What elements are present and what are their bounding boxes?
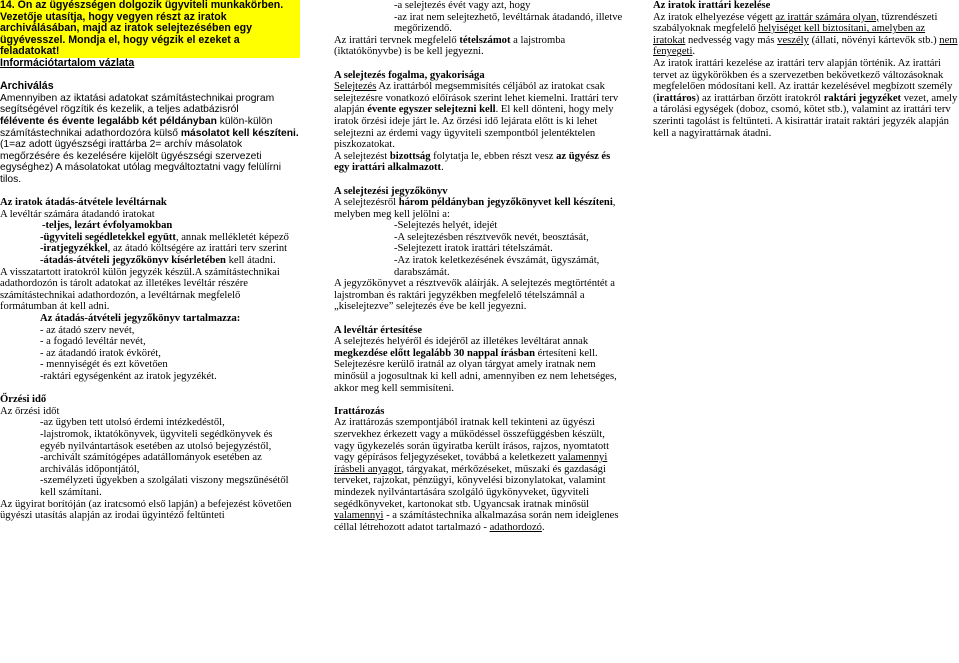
handover-item: -iratjegyzékkel, az átadó költségére az irattári terv szerint: [40, 243, 288, 255]
archiving-room-heading: Irattározás: [334, 405, 385, 417]
archives-notice-heading: A levéltár értesítése: [334, 324, 423, 336]
archiving-room-paragraph: Az irattározás szempontjából iratnak kell tekinteni az ügyészi szervekhez érkezett vagy a működéssel összefüggésben készült, vagy ügykezelés során ügyiratba került írásos, rajzos, nyomtatott vagy gépírásos feljegyzéseket, továbbá a keletkezett valamennyi írásbeli anyagot, tárgyakat, mérkőzéseket, műszaki és gazdasági terveket, rajzokat, pénzügyi, könyvelési bizonylatokat, valamint mindezek nyilvántartására szolgáló ügykönyveket, ügyviteli segédkönyveket, kartonokat stb. Ugyancsak iratnak minősül valamennyi - a számítástechnika alkalmazása során nem ideiglenes céllal létrehozott adatot tartalmazó - adathordozó.: [334, 417, 619, 533]
retention-intro: Az őrzési időt: [0, 405, 60, 417]
task-title: 14. Ön az ügyészségen dolgozik ügyviteli munkakörben. Vezetője utasítja, hogy vegyen részt az iratok archiválásában, majd az iratok selejtezésében egy ügyévesszel. Mondja el, hogy végzik el ezeket a feladatokat!: [0, 0, 300, 58]
item-number-paragraph: Az irattári tervnek megfelelő tételszámot a lajstromba (iktatókönyvbe) is be kell jegyezni.: [334, 34, 566, 58]
retention-item: -személyzeti ügyekben a szolgálati viszony megszűnésétől kell számítani.: [40, 475, 289, 498]
retention-item: -az ügyben tett utolsó érdemi intézkedéstől,: [40, 417, 225, 429]
archiving-paragraph: Amennyiben az iktatási adatokat számítástechnikai program segítségével rögzítik és kezelik, a teljes adatbázisról félévente és évente legalább két példányban külön-külön számítástechnikai adathordozóra külső másolatot kell készíteni. (1=az adott ügyészségi irattárba 2= archív másolatok megőrzésére és kezelésére kijelölt ügyészségi szervezeti egységhez) A másolatokat utólag megváltoztatni vagy felülírni tilos.: [0, 92, 299, 185]
protocol-item: - az átadandó iratok évkörét,: [40, 347, 161, 359]
retention-item: -archivált számítógépes adatállományok esetében az archiválás időpontjától,: [40, 452, 262, 475]
handover-heading: Az iratok átadás-átvétele levéltárnak: [0, 197, 167, 209]
protocol-item: -raktári egységenként az iratok jegyzékét.: [40, 371, 217, 382]
handover-after: A visszatartott iratokról külön jegyzék készül.A számítástechnikai adathordozón is tárolt adatokat az illetékes levéltár részére számítástechnikai adathordozón, a levéltárnak megfelelő formátumban át kell adni.: [0, 266, 280, 313]
column-middle: [334, 0, 624, 533]
minutes-item: -Selejtezett iratok irattári tételszámát.: [394, 243, 553, 255]
outline-title: Információtartalom vázlata: [0, 56, 135, 69]
disposal-concept-paragraph: Selejtezés Az irattárból megsemmisítés céljából az iratokat csak selejtezésre vonatkozó előírások szerint lehet kiemelni. Irattári terv alapján évente egyszer selejtezni kell. El kell dönteni, hogy mely iratok őrzési ideje járt le. Az őrzési idő lejárata előtt is ki lehet selejtezni az érdemi vagy ügyviteli szempontból jelentéktelen piszkozatokat.: [334, 81, 619, 151]
records-plan-paragraph: Az iratok irattári kezelése az irattári terv alapján történik. Az irattári tervet az ügykörökben és a szervezetben bekövetkező változásoknak megfelelően módosítani kell. Az irattár kezelésével megbízott személy (irattáros) az irattárban őrzött iratokról raktári jegyzéket vezet, amely a tárolási egységek (doboz, csomó, kötet stb.), valamint az irattári terv szerinti tagolást is feltünteti. A kisirattár iratait raktári jegyzék alapján kell a nagyirattárnak átadni.: [653, 57, 958, 139]
column-right: [653, 0, 959, 139]
column-left: [0, 0, 300, 522]
archives-notice-paragraph: A selejtezés helyéről és idejéről az illetékes levéltárat annak megkezdése előtt legalább 30 nappal írásban értesíteni kell. Selejtezésre kerülő iratnál az olyan tárgyat amely iratnak nem minősül a jogosultnak ki kell adni, amennyiben ez nem lehetséges, akkor meg kell semmisíteni.: [334, 336, 617, 394]
records-handling-heading: Az iratok irattári kezelése: [653, 0, 771, 11]
minutes-signature-paragraph: A jegyzőkönyvet a résztvevők aláírják. A selejtezés megtörténtét a lajstromban és raktári jegyzékben megfelelő tételszámnál a „kiselejtezve” selejtezés éve be kell jegyezni.: [334, 278, 615, 313]
handover-intro: A levéltár számára átadandó iratokat: [0, 208, 155, 220]
retention-after: Az ügyirat borítóján (az iratcsomó első lapján) a befejezést követően ügyészi utasítás alapján az irodai ügyintéző feltünteti: [0, 498, 292, 522]
not-disposable-line: -az irat nem selejtezhető, levéltárnak átadandó, illetve megőrizendő.: [394, 11, 623, 35]
protocol-item: - az átadó szerv nevét,: [40, 324, 135, 336]
protocol-item: - a fogadó levéltár nevét,: [40, 336, 146, 348]
disposal-year-line: -a selejtezés évét vagy azt, hogy: [394, 0, 531, 11]
disposal-committee-paragraph: A selejtezést bizottság folytatja le, ebben részt vesz az ügyész és egy irattári alkalmazott.: [334, 150, 611, 174]
protocol-item: - mennyiségét és ezt követően: [40, 359, 168, 371]
minutes-heading: A selejtezési jegyzőkönyv: [334, 185, 448, 197]
disposal-concept-heading: A selejtezés fogalma, gyakorisága: [334, 69, 485, 81]
minutes-item: -Az iratok keletkezésének évszámát, ügyszámát, darabszámát.: [394, 255, 600, 278]
retention-item: -lajstromok, iktatókönyvek, ügyviteli segédkönyvek és egyéb nyilvántartások esetében az utolsó bejegyzéstől,: [40, 428, 273, 452]
minutes-item: -A selejtezésben résztvevők nevét, beosztását,: [394, 231, 589, 243]
minutes-item: -Selejtezés helyét, idejét: [394, 220, 498, 232]
retention-heading: Őrzési idő: [0, 394, 47, 406]
handover-item: -átadás-átvételi jegyzőkönyv kísérletében kell átadni.: [40, 255, 276, 267]
handover-item: -teljes, lezárt évfolyamokban: [42, 220, 173, 232]
minutes-paragraph: A selejtezésről három példányban jegyzőkönyvet kell készíteni, melyben meg kell jelölni a:: [334, 197, 616, 220]
protocol-heading: Az átadás-átvételi jegyzőkönyv tartalmazza:: [40, 313, 241, 325]
archiving-heading: Archiválás: [0, 80, 54, 93]
handover-item: -ügyviteli segédletekkel együtt, annak mellékletét képező: [40, 231, 289, 243]
records-handling-paragraph: Az iratok elhelyezése végett az irattár számára olyan, tűzrendészeti szabályoknak megfelelő helyiséget kell biztosítani, amelyben az iratokat nedvesség vagy más veszély (állati, növényi kártevők stb.) nem fenyegeti.: [653, 11, 958, 58]
